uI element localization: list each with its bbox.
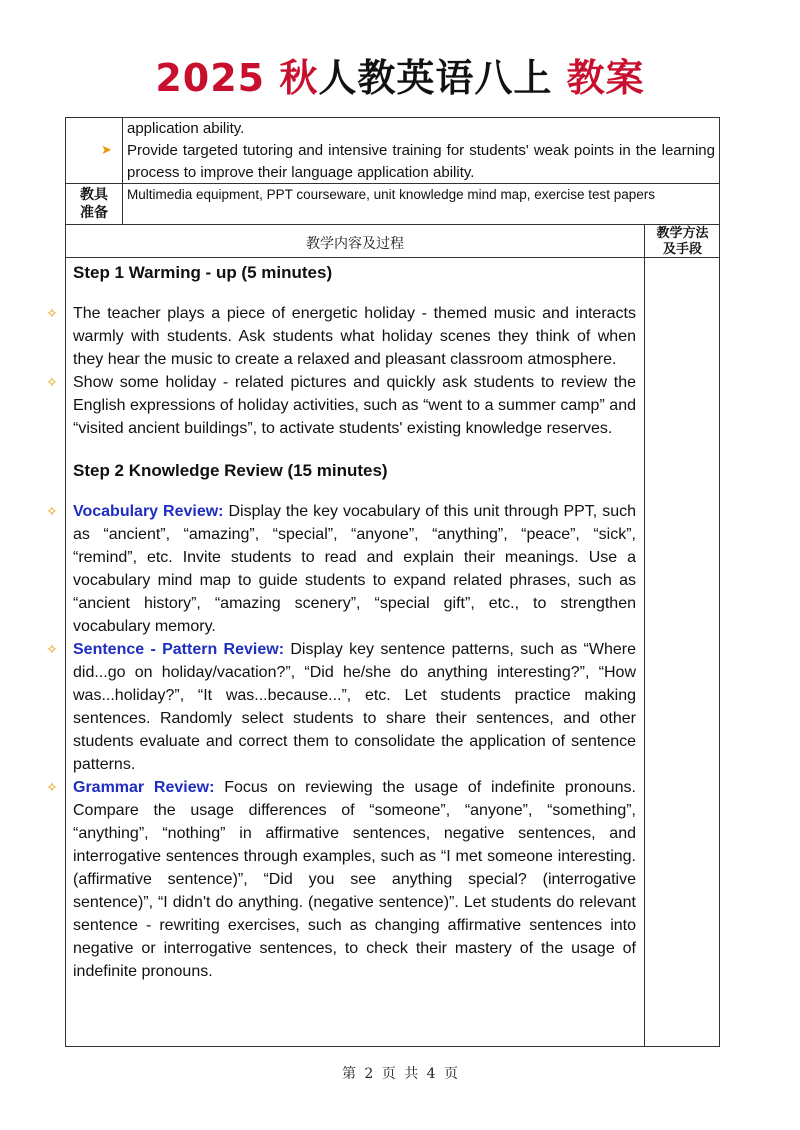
vocabulary-review-text: Display the key vocabulary of this unit through PPT, such as “ancient”, “amazing”, “special”, “anyone”, “anything”, “peace”, “sick”, “remind”, etc. Invite students to read and explain their meanings. Use a vocabulary mind map to guide students to expand related phrases, such as “ancient history”, “amazing scenery”, “special gift”, etc., to strengthen vocabulary memory. bbox=[73, 503, 637, 635]
prep-label-2: 准备 bbox=[80, 205, 108, 221]
title-plan: 教案 bbox=[566, 56, 645, 100]
title-subject: 人教英语八上 bbox=[318, 56, 553, 100]
step2-title: Step 2 Knowledge Review (15 minutes) bbox=[73, 461, 388, 480]
step1-item-1 bbox=[46, 302, 636, 371]
title-year: 2025 bbox=[155, 56, 266, 100]
sparkle-bullet-icon: ✧ bbox=[46, 779, 58, 795]
lesson-plan-table bbox=[46, 117, 720, 1047]
objective-item: Provide targeted tutoring and intensive training for students' weak points in the learning process to improve their language application ability. bbox=[127, 142, 715, 181]
sentence-review-text: Display key sentence patterns, such as “Where did...go on holiday/vacation?”, “Did he/she do anything interesting?”, “How was...holiday?”, “It was...because...”, etc. Let students practice making sentences. Randomly select students to share their sentences, and other students evaluate and correct them to consolidate the application of sentence patterns. bbox=[73, 641, 636, 773]
sparkle-bullet-icon: ✧ bbox=[46, 503, 58, 519]
grammar-review-text: Focus on reviewing the usage of indefinite pronouns. Compare the usage differences of “someone”, “anyone”, “something”, “anything”, “nothing” in affirmative sentences, negative sentences, and interrogative sentences through examples, such as “I met someone interesting. (affirmative sentence)”, “Did you see anything special? (interrogative sentence)”, “I didn't do anything. (negative sentence)”. Let students do relevant sentence - rewriting exercises, such as changing affirmative sentences into negative or interrogative sentences, to check their mastery of the usage of indefinite pronouns. bbox=[73, 779, 637, 980]
row-divider bbox=[66, 224, 719, 225]
step1-paragraph-2: Show some holiday - related pictures and quickly ask students to review the English expressions of holiday activities, such as “went to a summer camp” and “visited ancient buildings”, to activate students' existing knowledge reserves. bbox=[73, 374, 636, 437]
step2-item-vocabulary bbox=[46, 500, 637, 638]
prep-label-1: 教具 bbox=[80, 187, 108, 203]
sparkle-bullet-icon: ✧ bbox=[46, 305, 58, 321]
sparkle-bullet-icon: ✧ bbox=[46, 641, 58, 657]
row-divider bbox=[66, 257, 719, 258]
step2-item-grammar bbox=[46, 776, 637, 983]
step1-item-2 bbox=[46, 371, 636, 440]
orange-arrow-bullet-icon: ➤ bbox=[101, 142, 112, 157]
method-column-divider bbox=[644, 224, 645, 1046]
grammar-review-label: Grammar Review: bbox=[73, 779, 215, 796]
step1-paragraph-1: The teacher plays a piece of energetic holiday - themed music and interacts warmly with students. Ask students what holiday scenes they think of when they hear the music to create a relaxed and pleasant classroom atmosphere. bbox=[73, 305, 636, 368]
title-season: 秋 bbox=[279, 56, 319, 100]
sentence-review-label: Sentence - Pattern Review: bbox=[73, 641, 285, 658]
vocabulary-review-label: Vocabulary Review: bbox=[73, 503, 224, 520]
step2-item-sentence bbox=[46, 638, 636, 776]
objective-continuation: application ability. bbox=[127, 120, 245, 137]
method-header-2: 及手段 bbox=[662, 242, 702, 257]
content-header: 教学内容及过程 bbox=[306, 236, 404, 252]
page-title bbox=[0, 52, 800, 104]
lesson-content bbox=[46, 261, 637, 983]
sparkle-bullet-icon: ✧ bbox=[46, 374, 58, 390]
step1-title: Step 1 Warming - up (5 minutes) bbox=[73, 263, 333, 282]
page-footer: 第 2 页 共 4 页 bbox=[341, 1066, 459, 1082]
prep-text: Multimedia equipment, PPT courseware, unit knowledge mind map, exercise test papers bbox=[127, 187, 656, 202]
label-column-divider bbox=[122, 118, 123, 224]
method-header-1: 教学方法 bbox=[656, 226, 709, 241]
